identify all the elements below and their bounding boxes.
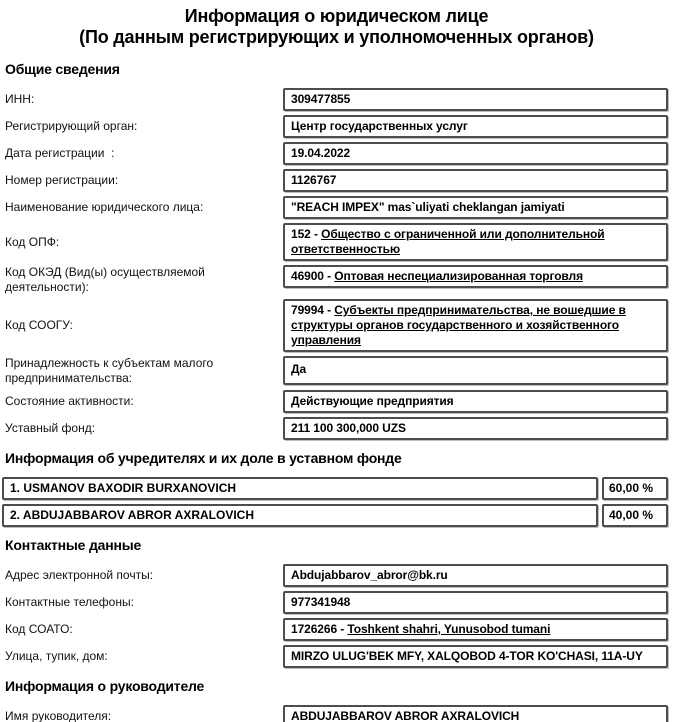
founders-table: [2, 477, 668, 527]
field-row-oked-code: [5, 265, 668, 295]
street-address-value: MIRZO ULUG'BEK MFY, XALQOBOD 4-TOR KO'CHASI, 11A-UY: [283, 645, 668, 668]
opf-code-link[interactable]: Общество с ограниченной или дополнительной ответственностью: [291, 227, 605, 256]
founder-share-1: 60,00 %: [602, 477, 668, 500]
field-row-activity-state: [5, 390, 668, 413]
activity-state-label: Состояние активности:: [5, 394, 134, 408]
field-row-charter-fund: [5, 417, 668, 440]
soogu-code-value: [283, 299, 668, 352]
inn-value: 309477855: [283, 88, 668, 111]
soato-code-link[interactable]: Toshkent shahri, Yunusobod tumani: [347, 622, 551, 636]
street-address-label: Улица, тупик, дом:: [5, 649, 108, 663]
small-business-label: Принадлежность к субъектам малого предпринимательства:: [5, 356, 217, 385]
page-title: [5, 6, 668, 48]
phones-value: 977341948: [283, 591, 668, 614]
small-business-value: Да: [283, 356, 668, 385]
field-row-phones: [5, 591, 668, 614]
soato-code-prefix: 1726266 -: [291, 622, 348, 636]
oked-code-link[interactable]: Оптовая неспециализированная торговля: [334, 269, 583, 283]
opf-code-label: Код ОПФ:: [5, 234, 60, 249]
founder-share-2: 40,00 %: [602, 504, 668, 527]
founder-row-2: [2, 504, 668, 527]
field-row-soogu-code: [5, 299, 668, 352]
registration-number-value: 1126767: [283, 169, 668, 192]
charter-fund-label: Уставный фонд:: [5, 421, 96, 435]
soato-code-label: Код СОАТО:: [5, 622, 73, 636]
field-row-soato-code: [5, 618, 668, 641]
page-title-line2: (По данным регистрирующих и уполномоченных органов): [79, 27, 594, 47]
founder-name-1: 1. USMANOV BAXODIR BURXANOVICH: [2, 477, 598, 500]
soogu-code-label: Код СООГУ:: [5, 318, 73, 332]
field-row-email: [5, 564, 668, 587]
field-row-small-business: [5, 356, 668, 386]
oked-code-label: Код ОКЭД (Вид(ы) осуществляемой деятельности):: [5, 265, 209, 294]
field-row-registering-organ: [5, 115, 668, 138]
soato-code-value: [283, 618, 668, 641]
legal-name-label: Наименование юридического лица:: [5, 200, 204, 214]
legal-name-value: "REACH IMPEX" mas`uliyati cheklangan jamiyati: [283, 196, 668, 219]
charter-fund-value: 211 100 300,000 UZS: [283, 417, 668, 440]
registering-organ-label: Регистрирующий орган:: [5, 119, 138, 133]
soogu-code-prefix: 79994 -: [291, 303, 335, 317]
field-row-opf-code: [5, 223, 668, 261]
oked-code-value: [283, 265, 668, 288]
phones-label: Контактные телефоны:: [5, 595, 134, 609]
section-heading-founders: Информация об учредителях и их доле в уставном фонде: [5, 450, 402, 466]
field-row-head-name: [5, 705, 668, 722]
section-heading-general: Общие сведения: [5, 61, 120, 77]
soogu-code-link[interactable]: Субъекты предпринимательства, не вошедшие в структуры органов государственного и хозяйственного управления: [291, 303, 626, 347]
section-heading-head: Информация о руководителе: [5, 678, 205, 694]
opf-code-prefix: 152 -: [291, 227, 322, 241]
registration-date-label: Дата регистрации :: [5, 146, 115, 160]
field-row-inn: [5, 88, 668, 111]
field-row-legal-name: [5, 196, 668, 219]
field-row-street-address: [5, 645, 668, 668]
founder-row-1: [2, 477, 668, 500]
field-row-registration-number: [5, 169, 668, 192]
registering-organ-value: Центр государственных услуг: [283, 115, 668, 138]
page-title-line1: Информация о юридическом лице: [184, 6, 489, 26]
activity-state-value: Действующие предприятия: [283, 390, 668, 413]
inn-label: ИНН:: [5, 92, 35, 106]
email-label: Адрес электронной почты:: [5, 568, 154, 582]
founder-name-2: 2. ABDUJABBAROV ABROR AXRALOVICH: [2, 504, 598, 527]
head-name-label: Имя руководителя:: [5, 709, 112, 722]
oked-code-prefix: 46900 -: [291, 269, 335, 283]
section-heading-contacts: Контактные данные: [5, 537, 142, 553]
opf-code-value: [283, 223, 668, 261]
registration-number-label: Номер регистрации:: [5, 173, 119, 187]
head-name-value: ABDUJABBAROV ABROR AXRALOVICH: [283, 705, 668, 722]
field-row-registration-date: [5, 142, 668, 165]
registration-date-value: 19.04.2022: [283, 142, 668, 165]
email-value: Abdujabbarov_abror@bk.ru: [283, 564, 668, 587]
